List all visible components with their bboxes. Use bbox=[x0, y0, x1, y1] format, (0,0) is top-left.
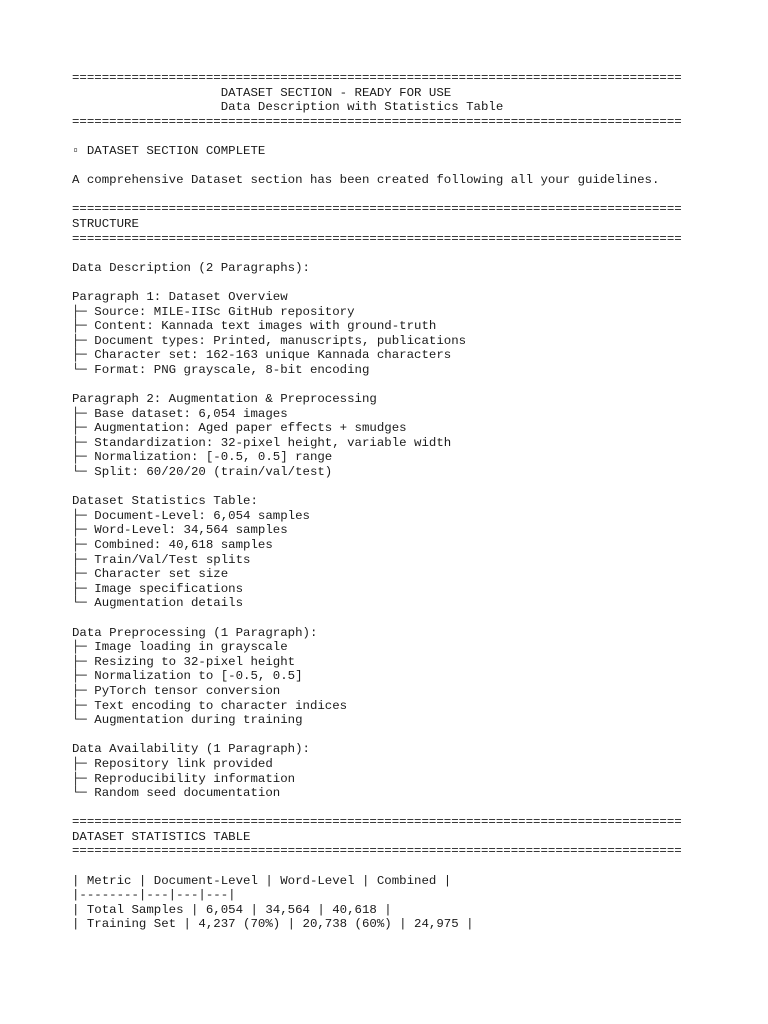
table-row: | Training Set | 4,237 (70%) | 20,738 (60%) | 24,975 | bbox=[72, 917, 474, 932]
list-item: ├─ Document types: Printed, manuscripts, publications bbox=[72, 333, 467, 348]
data-description-heading: Data Description (2 Paragraphs): bbox=[72, 260, 310, 275]
section-complete-line: ▫ DATASET SECTION COMPLETE bbox=[72, 143, 266, 158]
statistics-table-heading: DATASET STATISTICS TABLE bbox=[72, 829, 251, 844]
list-item: ├─ Word-Level: 34,564 samples bbox=[72, 523, 288, 538]
separator-line: ================================================================================== bbox=[72, 202, 682, 217]
list-item: ├─ Content: Kannada text images with ground-truth bbox=[72, 319, 437, 334]
list-item: └─ Augmentation details bbox=[72, 596, 244, 611]
list-item: ├─ Standardization: 32-pixel height, variable width bbox=[72, 435, 452, 450]
stats-table-title: Dataset Statistics Table: bbox=[72, 494, 258, 509]
separator-line: ================================================================================== bbox=[72, 231, 682, 246]
paragraph2-title: Paragraph 2: Augmentation & Preprocessing bbox=[72, 392, 377, 407]
list-item: ├─ Augmentation: Aged paper effects + smudges bbox=[72, 421, 407, 436]
separator-line: ================================================================================== bbox=[72, 815, 682, 830]
separator-line: ================================================================================== bbox=[72, 114, 682, 129]
list-item: ├─ Text encoding to character indices bbox=[72, 698, 348, 713]
list-item: ├─ Base dataset: 6,054 images bbox=[72, 406, 288, 421]
availability-title: Data Availability (1 Paragraph): bbox=[72, 742, 310, 757]
structure-heading: STRUCTURE bbox=[72, 216, 139, 231]
list-item: ├─ Source: MILE-IISc GitHub repository bbox=[72, 304, 355, 319]
list-item: ├─ PyTorch tensor conversion bbox=[72, 683, 281, 698]
preprocessing-title: Data Preprocessing (1 Paragraph): bbox=[72, 625, 318, 640]
header-title: DATASET SECTION - READY FOR USE bbox=[72, 85, 452, 100]
list-item: └─ Augmentation during training bbox=[72, 713, 303, 728]
separator-line: ================================================================================== bbox=[72, 844, 682, 859]
header-subtitle: Data Description with Statistics Table bbox=[72, 100, 504, 115]
list-item: ├─ Reproducibility information bbox=[72, 771, 296, 786]
list-item: ├─ Train/Val/Test splits bbox=[72, 552, 251, 567]
separator-line: ================================================================================== bbox=[72, 71, 682, 85]
list-item: ├─ Image specifications bbox=[72, 581, 244, 596]
paragraph1-title: Paragraph 1: Dataset Overview bbox=[72, 289, 288, 304]
table-row: | Total Samples | 6,054 | 34,564 | 40,618 | bbox=[72, 902, 392, 917]
list-item: └─ Format: PNG grayscale, 8-bit encoding bbox=[72, 362, 370, 377]
list-item: ├─ Character set: 162-163 unique Kannada characters bbox=[72, 348, 452, 363]
list-item: ├─ Normalization to [-0.5, 0.5] bbox=[72, 669, 303, 684]
table-row: | Metric | Document-Level | Word-Level | Combined | bbox=[72, 873, 452, 888]
list-item: ├─ Resizing to 32-pixel height bbox=[72, 654, 296, 669]
list-item: ├─ Repository link provided bbox=[72, 756, 273, 771]
table-row: |--------|---|---|---| bbox=[72, 888, 236, 903]
intro-text: A comprehensive Dataset section has been created following all your guidelines. bbox=[72, 173, 660, 188]
list-item: ├─ Character set size bbox=[72, 567, 229, 582]
list-item: └─ Split: 60/20/20 (train/val/test) bbox=[72, 465, 333, 480]
list-item: ├─ Normalization: [-0.5, 0.5] range bbox=[72, 450, 333, 465]
document bbox=[72, 71, 752, 932]
list-item: ├─ Combined: 40,618 samples bbox=[72, 538, 273, 552]
list-item: ├─ Image loading in grayscale bbox=[72, 640, 288, 655]
list-item: └─ Random seed documentation bbox=[72, 786, 281, 801]
list-item: ├─ Document-Level: 6,054 samples bbox=[72, 508, 310, 523]
